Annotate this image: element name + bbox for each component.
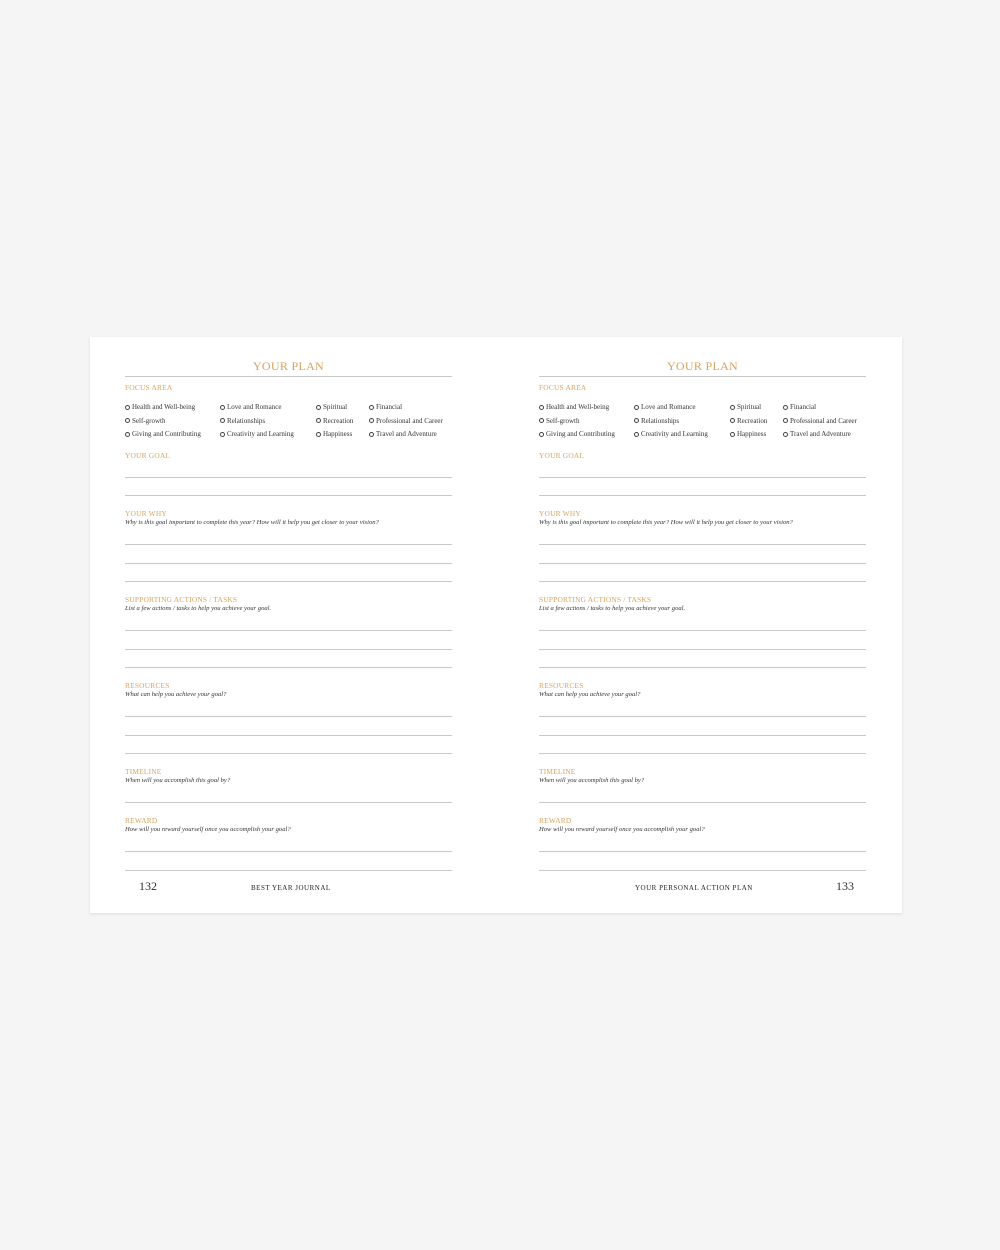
left-page-content [125,337,452,913]
right-page [496,337,902,913]
focus-option[interactable]: Giving and Contributing [125,430,201,438]
focus-option[interactable]: Financial [783,403,816,411]
goal-writing-line[interactable] [125,477,452,478]
focus-option[interactable]: Financial [369,403,402,411]
radio-circle-icon[interactable] [539,418,544,423]
supporting-actions-label: SUPPORTING ACTIONS / TASKS [539,595,652,604]
resources-writing-line[interactable] [539,716,866,717]
resources-label: RESOURCES [125,681,170,690]
radio-circle-icon[interactable] [539,432,544,437]
reward-writing-line[interactable] [125,851,452,852]
focus-option[interactable]: Creativity and Learning [220,430,294,438]
focus-option[interactable]: Travel and Adventure [369,430,437,438]
focus-area-options [125,403,460,447]
your-why-hint: Why is this goal important to complete this year? How will it help you get closer to your vision? [539,519,793,526]
focus-option[interactable]: Happiness [730,430,766,438]
resources-label: RESOURCES [539,681,584,690]
radio-circle-icon[interactable] [730,418,735,423]
timeline-label: TIMELINE [125,767,162,776]
focus-option[interactable]: Health and Well-being [539,403,609,411]
why-writing-line[interactable] [539,544,866,545]
why-writing-line[interactable] [539,581,866,582]
actions-writing-line[interactable] [539,667,866,668]
actions-writing-line[interactable] [125,649,452,650]
focus-option[interactable]: Travel and Adventure [783,430,851,438]
resources-writing-line[interactable] [125,716,452,717]
radio-circle-icon[interactable] [539,405,544,410]
resources-hint: What can help you achieve your goal? [125,691,227,698]
radio-circle-icon[interactable] [220,418,225,423]
focus-option[interactable]: Self-growth [539,417,579,425]
radio-circle-icon[interactable] [220,405,225,410]
goal-writing-line[interactable] [539,495,866,496]
journal-spread [90,337,902,913]
page-title: YOUR PLAN [252,359,325,373]
radio-circle-icon[interactable] [730,432,735,437]
goal-writing-line[interactable] [539,477,866,478]
page-number: 132 [139,879,157,893]
why-writing-line[interactable] [125,563,452,564]
right-page-content [539,337,866,913]
focus-option[interactable]: Relationships [634,417,679,425]
your-why-hint: Why is this goal important to complete this year? How will it help you get closer to your vision? [125,519,379,526]
radio-circle-icon[interactable] [316,405,321,410]
page-title: YOUR PLAN [666,359,739,373]
radio-circle-icon[interactable] [634,418,639,423]
focus-option[interactable]: Happiness [316,430,352,438]
focus-option[interactable]: Recreation [730,417,767,425]
goal-writing-line[interactable] [125,495,452,496]
actions-writing-line[interactable] [125,630,452,631]
why-writing-line[interactable] [125,581,452,582]
resources-writing-line[interactable] [539,753,866,754]
reward-writing-line[interactable] [539,870,866,871]
supporting-actions-hint: List a few actions / tasks to help you achieve your goal. [539,605,686,612]
reward-writing-line[interactable] [125,870,452,871]
page-number: 133 [836,879,854,893]
actions-writing-line[interactable] [125,667,452,668]
radio-circle-icon[interactable] [634,432,639,437]
focus-option[interactable]: Love and Romance [634,403,695,411]
radio-circle-icon[interactable] [783,405,788,410]
timeline-hint: When will you accomplish this goal by? [539,777,645,784]
running-footer: BEST YEAR JOURNAL [251,884,331,892]
your-why-label: YOUR WHY [125,509,167,518]
radio-circle-icon[interactable] [369,405,374,410]
timeline-writing-line[interactable] [125,802,452,803]
actions-writing-line[interactable] [539,649,866,650]
radio-circle-icon[interactable] [369,432,374,437]
focus-option[interactable]: Health and Well-being [125,403,195,411]
why-writing-line[interactable] [539,563,866,564]
running-footer: YOUR PERSONAL ACTION PLAN [635,884,753,892]
focus-area-options [539,403,874,447]
radio-circle-icon[interactable] [316,432,321,437]
reward-hint: How will you reward yourself once you accomplish your goal? [125,826,291,833]
radio-circle-icon[interactable] [783,432,788,437]
reward-hint: How will you reward yourself once you accomplish your goal? [539,826,705,833]
resources-writing-line[interactable] [539,735,866,736]
supporting-actions-label: SUPPORTING ACTIONS / TASKS [125,595,238,604]
focus-option[interactable]: Giving and Contributing [539,430,615,438]
focus-area-label: FOCUS AREA [125,383,173,392]
radio-circle-icon[interactable] [220,432,225,437]
title-divider [539,376,866,377]
focus-option[interactable]: Relationships [220,417,265,425]
timeline-writing-line[interactable] [539,802,866,803]
radio-circle-icon[interactable] [125,405,130,410]
why-writing-line[interactable] [125,544,452,545]
focus-option[interactable]: Self-growth [125,417,165,425]
resources-writing-line[interactable] [125,753,452,754]
focus-option[interactable]: Love and Romance [220,403,281,411]
radio-circle-icon[interactable] [634,405,639,410]
your-why-label: YOUR WHY [539,509,581,518]
resources-writing-line[interactable] [125,735,452,736]
radio-circle-icon[interactable] [783,418,788,423]
radio-circle-icon[interactable] [125,418,130,423]
radio-circle-icon[interactable] [316,418,321,423]
title-divider [125,376,452,377]
focus-option[interactable]: Professional and Career [783,417,857,425]
reward-label: REWARD [539,816,572,825]
radio-circle-icon[interactable] [369,418,374,423]
focus-option[interactable]: Spiritual [316,403,347,411]
timeline-hint: When will you accomplish this goal by? [125,777,231,784]
your-goal-label: YOUR GOAL [125,451,171,460]
supporting-actions-hint: List a few actions / tasks to help you achieve your goal. [125,605,272,612]
focus-area-label: FOCUS AREA [539,383,587,392]
focus-option[interactable]: Recreation [316,417,353,425]
radio-circle-icon[interactable] [125,432,130,437]
timeline-label: TIMELINE [539,767,576,776]
left-page [90,337,496,913]
focus-option[interactable]: Creativity and Learning [634,430,708,438]
actions-writing-line[interactable] [539,630,866,631]
focus-option[interactable]: Professional and Career [369,417,443,425]
focus-option[interactable]: Spiritual [730,403,761,411]
your-goal-label: YOUR GOAL [539,451,585,460]
resources-hint: What can help you achieve your goal? [539,691,641,698]
radio-circle-icon[interactable] [730,405,735,410]
reward-writing-line[interactable] [539,851,866,852]
reward-label: REWARD [125,816,158,825]
